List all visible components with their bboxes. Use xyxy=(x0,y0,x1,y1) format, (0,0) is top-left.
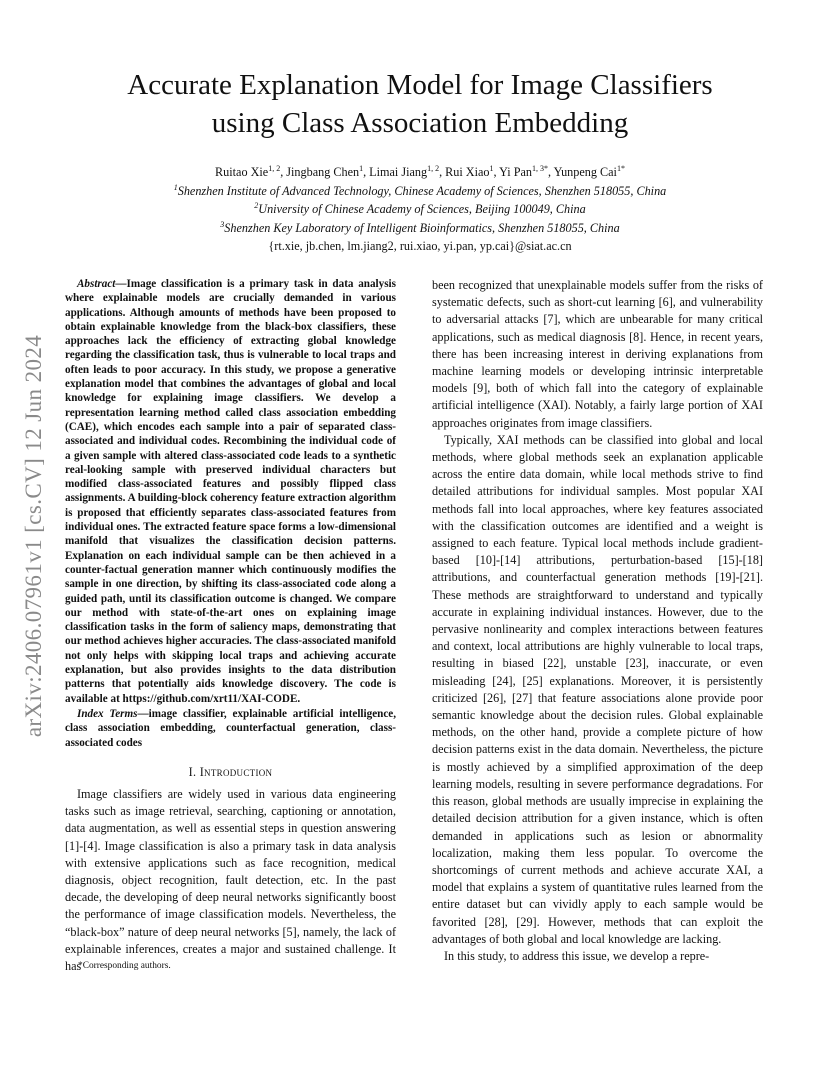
author-name: , Jingbang Chen xyxy=(280,165,360,179)
abstract-text: —Image classification is a primary task in data analysis where explainable models are crucially demanded in various applications. Although amounts of methods have been proposed to obtain explainable knowledge from the black-box classifiers, these approaches lack the efficiency of extracting global knowledge regarding the classification task, thus is vulnerable to local traps and often leads to poor accuracy. In this study, we propose a generative explanation model that combines the advantages of global and local knowledge for explaining image classifiers. We develop a representation learning method called class association embedding (CAE), which encodes each sample into a pair of separated class-associated and individual codes. Recombining the individual code of a given sample with altered class-associated code leads to a synthetic real-looking sample with preserved individual characters but modified class-associated features and possibly flipped class assignments. A building-block coherency feature extraction algorithm is proposed that efficiently separates class-associated features from individual ones. The extracted feature space forms a low-dimensional manifold that visualizes the classification decision patterns. Explanation on each individual sample can be then achieved in a counter-factual generation manner which continuously modifies the sample in one direction, by shifting its class-associated code along a guided path, until its classification outcome is changed. We compare our method with state-of-the-art ones on explaining image classification tasks in the form of saliency maps, demonstrating that our method achieves higher accuracies. The class-associated manifold not only helps with skipping local traps and achieving accurate explanation, but also provides insights to the data distribution patterns that potentially aids knowledge discovery. The code is available at https://github.com/xrt11/XAI-CODE. xyxy=(65,278,396,705)
body-paragraph: In this study, to address this issue, we develop a repre- xyxy=(444,948,710,963)
affiliation-text: Shenzhen Institute of Advanced Technology, Chinese Academy of Sciences, Shenzhen 518055, China xyxy=(177,183,667,198)
author-name: , Limai Jiang xyxy=(363,165,428,179)
author-name: Ruitao Xie xyxy=(215,165,269,179)
affiliation-mark: 1 xyxy=(173,182,178,192)
author-emails: {rt.xie, jb.chen, lm.jiang2, rui.xiao, yi.pan, yp.cai}@siat.ac.cn xyxy=(268,239,572,253)
body-paragraph: been recognized that unexplainable models suffer from the risks of systematic defects, such as short-cut learning [6], and vulnerability to adversarial attacks [7], which are unbearable for many critical applications, such as medical diagnosis [8]. Hence, in recent years, there has been increasing interest in deriving explanations from machine learning models or developing intrinsic interpretable models [9], both of which fall into the category of explainable artificial intelligence (XAI). Notably, a fairly large portion of XAI approaches originates from image classifiers. xyxy=(432,278,763,430)
affiliation-2 xyxy=(70,200,770,219)
paper-title-line-1: Accurate Explanation Model for Image Classifiers xyxy=(127,69,713,101)
affiliation-3 xyxy=(70,219,770,238)
section-heading-introduction: I. Introduction xyxy=(188,764,273,779)
index-terms-text: —image classifier, explainable artificial intelligence, class association embedding, counterfactual generation, class-associated codes xyxy=(65,707,397,749)
right-column xyxy=(432,277,763,965)
author-name: , Yi Pan xyxy=(493,165,532,179)
author-affiliation-mark: 1, 3* xyxy=(532,163,548,173)
left-column xyxy=(65,277,396,975)
author-name: , Rui Xiao xyxy=(439,165,490,179)
affiliation-1 xyxy=(70,182,770,201)
paper-title xyxy=(70,66,770,142)
author-affiliation-mark: 1 xyxy=(489,163,494,173)
author-affiliation-mark: 1 xyxy=(359,163,364,173)
author-name: , Yunpeng Cai xyxy=(548,165,617,179)
index-terms-label: Index Terms xyxy=(77,707,138,720)
author-list xyxy=(70,163,770,182)
body-paragraph: Typically, XAI methods can be classified into global and local methods, where global methods seek an explanation applicable across the entire data domain, while local methods strive to find detailed attributions for individual samples. Most popular XAI methods fall into local approaches, where key features associated with the classification outcomes are identified and a weight is assigned to each feature. Typical local methods include gradient-based [10]-[14] attributions, perturbation-based [15]-[18] attributions, and counterfactual generation methods [19]-[21]. These methods are straightforward to understand and typically accurate in explaining individual instances. However, due to the pervasive nonlinearity and complex interactions between features and context, local attributions are highly vulnerable to local traps, resulting in biased [22], unstable [23], inaccurate, or even misleading [24], [25] explanations. Moreover, it is persistently criticized [26], [27] that feature associations alone provide poor semantic knowledge about the decision rules. Global explainable methods, on the other hand, provide a complete picture of how decision patterns exist in the data domain. Nevertheless, the picture is mostly achieved by a simplified approximation of the deep learning models, resulting in severe performance degradations. For this reason, global methods are usually imprecise in explaining the detailed decision attribution for a given instance, which is often demanded in applications such as lesion or abnormality localization, making them less popular. To overcome the shortcomings of current methods and achieve accurate XAI, a model that explains a system of quantitative rules learned from the entire dataset but can vividly apply to each sample would be favorited [28], [29]. However, methods that can exploit the advantages of both global and local knowledge are lacking. xyxy=(432,432,763,946)
footnote-corresponding-authors: *Corresponding authors. xyxy=(78,961,171,971)
affiliation-mark: 3 xyxy=(220,219,225,229)
affiliation-text: University of Chinese Academy of Sciences, Beijing 100049, China xyxy=(258,202,586,216)
body-paragraph: Image classifiers are widely used in various data engineering tasks such as image retrieval, searching, captioning or annotation, data augmentation, as well as essential steps in question answering [1]-[4]. Image classification is also a primary task in data analysis with extensive applications such as face recognition, medical diagnosis, object recognition, fault detection, etc. In the past decade, the developing of deep neural networks significantly boost the performance of image classification models. Nevertheless, the “black-box” nature of deep neural networks [5], namely, the lack of explainable inferences, creates a major and sustained challenge. It has xyxy=(65,787,396,974)
arxiv-identifier-text: arXiv:2406.07961v1 [cs.CV] 12 Jun 2024 xyxy=(21,334,46,738)
author-affiliation-mark: 1, 2 xyxy=(268,163,281,173)
author-block xyxy=(70,163,770,256)
affiliation-mark: 2 xyxy=(254,200,259,210)
author-affiliation-mark: 1, 2 xyxy=(427,163,440,173)
affiliation-text: Shenzhen Key Laboratory of Intelligent Bioinformatics, Shenzhen 518055, China xyxy=(224,220,620,235)
abstract xyxy=(65,277,396,706)
paper-title-line-2: using Class Association Embedding xyxy=(211,107,629,139)
author-affiliation-mark: 1* xyxy=(616,163,625,173)
abstract-label: Abstract xyxy=(77,278,116,290)
index-terms xyxy=(65,707,396,750)
